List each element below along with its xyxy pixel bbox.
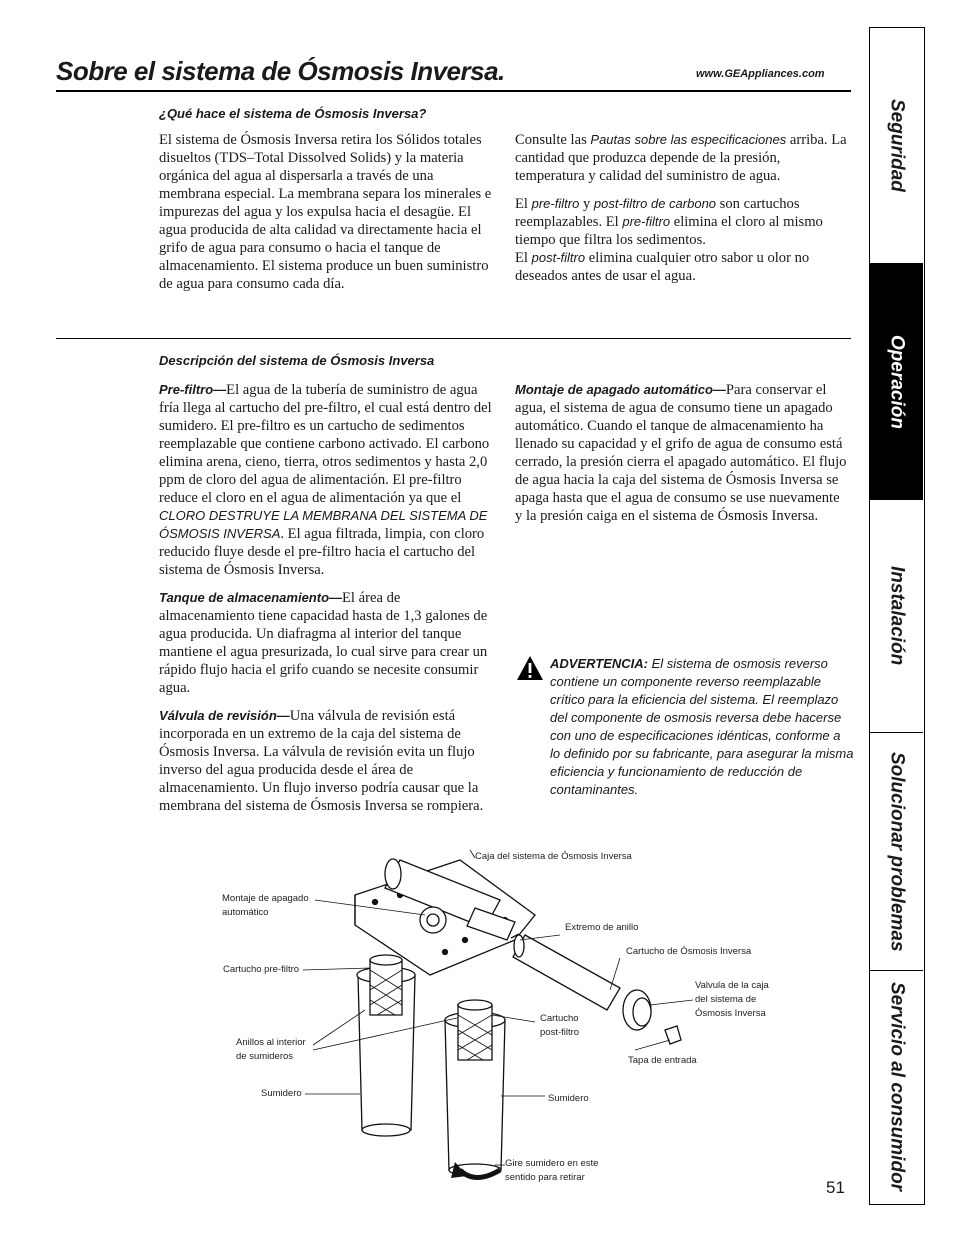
label-post-2: post-filtro (540, 1027, 580, 1038)
tab-instalacion[interactable]: Instalación (870, 500, 923, 733)
label-tapa: Tapa de entrada (628, 1055, 697, 1066)
tab-operacion[interactable]: Operación (870, 264, 923, 500)
label-sumidero-left: Sumidero (261, 1088, 302, 1099)
section1-heading: ¿Qué hace el sistema de Ósmosis Inversa? (159, 106, 427, 121)
section1-right-column (515, 131, 849, 295)
ro-system-diagram (215, 840, 835, 1190)
tab-solucionar-problemas[interactable]: Solucionar problemas (870, 733, 923, 971)
label-cartucho-oi: Cartucho de Ósmosis Inversa (626, 946, 752, 957)
page-title: Sobre el sistema de Ósmosis Inversa. (56, 56, 505, 86)
label-post-1: Cartucho (540, 1013, 579, 1024)
label-anillos-1: Anillos al interior (236, 1037, 306, 1048)
website-url[interactable]: www.GEAppliances.com (696, 68, 825, 80)
label-valvula-3: Ósmosis Inversa (695, 1008, 766, 1019)
title-rule (56, 90, 851, 92)
label-valvula-1: Valvula de la caja (695, 980, 769, 991)
warning-text: ADVERTENCIA: El sistema de osmosis reverso contiene un componente reverso reemplazable crítico para la eficiencia del sistema. El reemplazo del componente de osmosis reversa debe hacerse con uno de especificaciones idénticas, conforme a lo definido por su fabricante, para asegurar la misma eficiencia y funcionamiento de reducción de contaminantes. (550, 656, 854, 797)
warning-label: ADVERTENCIA: (550, 656, 648, 671)
valvula-paragraph: Válvula de revisión—Una válvula de revisión está incorporada en un extremo de la caja del sistema de Ósmosis Inversa. La válvula de revisión evita un flujo inverso del agua producida desde el área de almacenamiento. Un flujo inverso podría causar que la membrana del sistema de Ósmosis Inversa se rompiera. (159, 708, 484, 814)
label-anillos-2: de sumideros (236, 1051, 294, 1062)
section-divider (56, 338, 851, 339)
label-valvula-2: del sistema de (695, 994, 757, 1005)
tab-seguridad[interactable]: Seguridad (870, 28, 923, 264)
side-tabs (869, 27, 925, 1205)
label-montaje-1: Montaje de apagado (222, 893, 309, 904)
page-number: 51 (826, 1178, 845, 1197)
label-montaje-2: automático (222, 907, 269, 918)
section1-right-paragraph-1: Consulte las Pautas sobre las especificaciones arriba. La cantidad que produzca depende de la presión, temperatura y calidad del suministro de agua. (515, 132, 847, 184)
label-extremo: Extremo de anillo (565, 922, 639, 933)
label-gire-1: Gire sumidero en este (505, 1158, 599, 1169)
label-gire-2: sentido para retirar (505, 1172, 585, 1183)
warning-triangle-icon (516, 655, 544, 681)
label-sumidero-right: Sumidero (548, 1093, 589, 1104)
section2-heading: Descripción del sistema de Ósmosis Inversa (159, 353, 435, 368)
prefiltro-paragraph: Pre-filtro—El agua de la tubería de suministro de agua fría llega al cartucho del pre-filtro, el cual está dentro del sumidero. El pre-filtro es un cartucho de sedimentos reemplazable que contiene carbono activado. El carbono elimina arena, cieno, tierra, otros sedimentos y hasta 2,0 ppm de cloro del agua de alimentación. El pre-filtro reduce el cloro en el agua de alimentación ya que el CLORO DESTRUYE LA MEMBRANA DEL SISTEMA DE ÓSMOSIS INVERSA. El agua filtrada, limpia, con cloro reducido fluye desde el pre-filtro hacia el cartucho del sistema de Ósmosis Inversa. (159, 382, 492, 578)
section1-left-paragraph: El sistema de Ósmosis Inversa retira los Sólidos totales disueltos (TDS–Total Dissolved Solids) y la materia orgánica del agua al dispersarla a través de una membrana especial. La membrana separa los minerales e impurezas del agua y los expulsa hacia el desagüe. El agua producida de alta calidad va directamente hacia el grifo de agua para consumo o hacia el tanque de almacenamiento. El sistema produce un buen suministro de agua para consumo cada día. (159, 132, 492, 292)
section1-left-column (159, 131, 495, 303)
warning-block (516, 655, 854, 799)
montaje-paragraph: Montaje de apagado automático—Para conservar el agua, el sistema de agua de consumo tiene un apagado automático. Cuando el tanque de almacenamiento ha llenado su capacidad y el grifo de agua de consumo está cerrado, la presión cierra el apagado automático. El flujo de agua hacia la caja del sistema de Ósmosis Inversa se apaga hasta que el agua de consumo se use nuevamente y la presión caiga en el sistema de Ósmosis Inversa. (515, 382, 847, 524)
label-prefiltro: Cartucho pre-filtro (223, 964, 300, 975)
section2-left-column (159, 381, 495, 825)
section2-right-column (515, 381, 849, 535)
section1-right-paragraph-3: El post-filtro elimina cualquier otro sabor u olor no deseados antes de usar el agua. (515, 250, 810, 284)
tanque-paragraph: Tanque de almacenamiento—El área de almacenamiento tiene capacidad hasta de 1,3 galones de agua producida. Un diafragma al interior del tanque mantiene el agua presurizada, lo cual sirve para crear un rápido flujo hacia el grifo cuando se necesite consumir agua. (159, 590, 488, 696)
label-caja: Caja del sistema de Ósmosis Inversa (475, 851, 632, 862)
tab-servicio-al-consumidor[interactable]: Servicio al consumidor (886, 982, 908, 1192)
section1-right-paragraph-2: El pre-filtro y post-filtro de carbono son cartuchos reemplazables. El pre-filtro elimina el cloro al mismo tiempo que filtra los sedimentos. (515, 196, 823, 248)
